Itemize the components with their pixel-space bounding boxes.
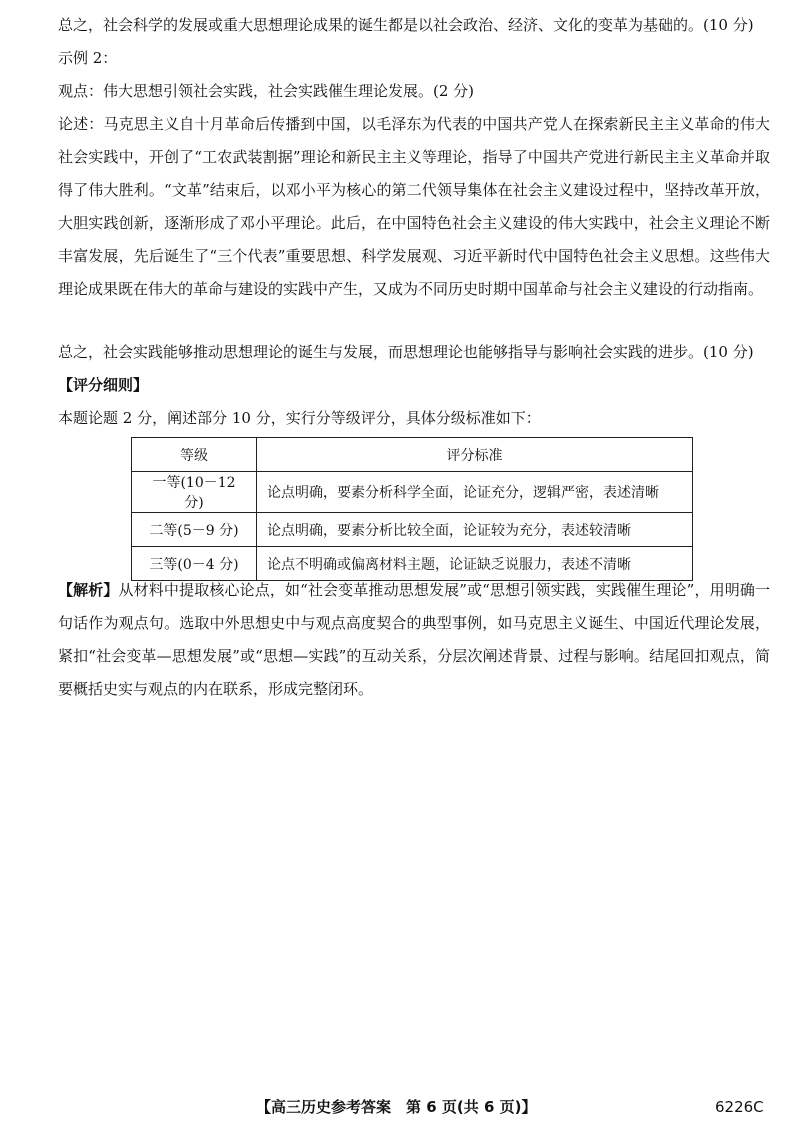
rubric-heading: 【评分细则】 [58, 376, 149, 394]
grade-cell: 二等(5－9 分) [132, 513, 257, 547]
analysis-text: 从材料中提取核心论点，如“社会变革推动思想发展”或“思想引领实践，实践催生理论”，用明确一句话作为观点句。选取中外思想史中与观点高度契合的典型事例，如马克思主义诞生、中国近代理论发展，紧扣“社会变革—思想发展”或“思想—实践”的互动关系，分层次阐述背景、过程与影响。结尾回扣观点，简要概括史实与观点的内在联系，形成完整闭环。 [58, 581, 770, 698]
criteria-cell: 论点明确，要素分析比较全面，论证较为充分，表述较清晰 [257, 513, 693, 547]
analysis-paragraph [58, 574, 770, 706]
grading-table [131, 437, 693, 581]
example-2-label: 示例 2： [58, 49, 118, 67]
conclusion-paragraph-1: 总之，社会科学的发展或重大思想理论成果的诞生都是以社会政治、经济、文化的变革为基础的。(10 分) [58, 16, 754, 34]
document-code: 6226C [715, 1098, 764, 1116]
table-row [132, 513, 693, 547]
conclusion-paragraph-2: 总之，社会实践能够推动思想理论的诞生与发展，而思想理论也能够指导与影响社会实践的进步。(10 分) [58, 343, 754, 361]
criteria-cell: 论点不明确或偏离材料主题，论证缺乏说服力，表述不清晰 [257, 547, 693, 581]
table-header-criteria: 评分标准 [257, 438, 693, 472]
grade-cell: 三等(0－4 分) [132, 547, 257, 581]
table-header-grade: 等级 [132, 438, 257, 472]
grade-cell: 一等(10－12 分) [132, 472, 257, 513]
argument-paragraph: 论述：马克思主义自十月革命后传播到中国，以毛泽东为代表的中国共产党人在探索新民主主义革命的伟大社会实践中，开创了“工农武装割据”理论和新民主主义等理论，指导了中国共产党进行新民主主义革命并取得了伟大胜利。“文革”结束后，以邓小平为核心的第二代领导集体在社会主义建设过程中，坚持改革开放，大胆实践创新，逐渐形成了邓小平理论。此后，在中国特色社会主义建设的伟大实践中，社会主义理论不断丰富发展，先后诞生了“三个代表”重要思想、科学发展观、习近平新时代中国特色社会主义思想。这些伟大理论成果既在伟大的革命与建设的实践中产生，又成为不同历史时期中国革命与社会主义建设的行动指南。 [58, 115, 770, 298]
table-header-row [132, 438, 693, 472]
criteria-cell: 论点明确，要素分析科学全面，论证充分，逻辑严密，表述清晰 [257, 472, 693, 513]
table-row [132, 472, 693, 513]
footer-title: 【高三历史参考答案 第 6 页(共 6 页)】 [256, 1098, 537, 1116]
viewpoint-line: 观点：伟大思想引领社会实践，社会实践催生理论发展。(2 分) [58, 82, 475, 100]
rubric-intro: 本题论题 2 分，阐述部分 10 分，实行分等级评分，具体分级标准如下： [58, 409, 541, 427]
analysis-label: 【解析】 [58, 581, 119, 599]
